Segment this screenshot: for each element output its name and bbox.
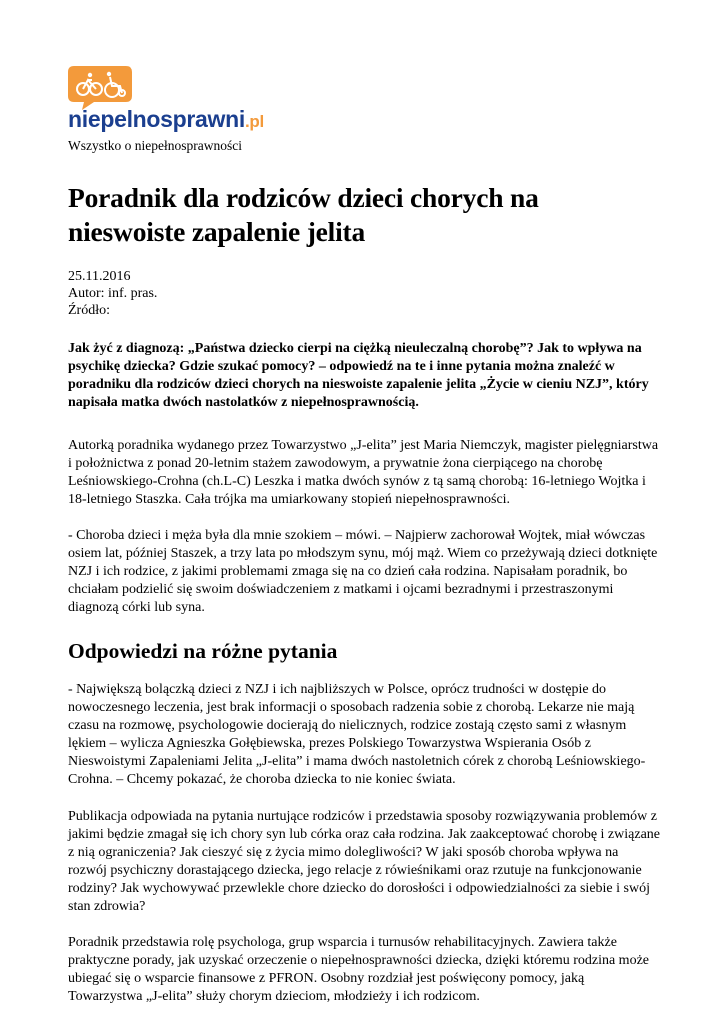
article-author: Autor: inf. pras.: [68, 286, 158, 301]
article-date: 25.11.2016: [68, 269, 131, 284]
site-tagline: Wszystko o niepełnosprawności: [68, 138, 242, 153]
article-paragraph: Autorką poradnika wydanego przez Towarzystwo „J-elita” jest Maria Niemczyk, magister pielęgniarstwa i położnictwa z ponad 20-letnim stażem zawodowym, a prywatnie żona cierpiącego na chorobę Leśniowskiego-Crohna (ch.L-C) Leszka i matka dwóch synów z tą samą chorobą: 16-letniego Wojtka i 18-letniego Staszka. Cała trójka ma umiarkowany stopień niepełnosprawności.: [68, 438, 659, 507]
article-subheading: Odpowiedzi na różne pytania: [68, 639, 338, 663]
article-paragraph: Poradnik przedstawia rolę psychologa, grup wsparcia i turnusów rehabilitacyjnych. Zawiera także praktyczne porady, jak uzyskać orzeczenie o niepełnosprawności dziecka, dzięki któremu rodzina może ubiegać się o wsparcie finansowe z PFRON. Osobny rozdział jest poświęcony pomocy, jaką Towarzystwa „J-elita” służy chorym dzieciom, młodzieży i ich rodzicom.: [68, 935, 649, 1004]
article-meta: [68, 268, 660, 319]
article-paragraph: - Choroba dzieci i męża była dla mnie szokiem – mówi. – Najpierw zachorował Wojtek, miał wówczas osiem lat, później Staszek, a trzy lata po młodszym synu, mój mąż. Wiem co przeżywają dzieci dotknięte NZJ i ich rodzice, z jakimi problemami zmaga się na co dzień cała rodzina. Napisałam poradnik, bo chciałam podzielić się swoim doświadczeniem z matkami i ojcami bezradnymi i przestraszonymi diagnozą córki lub syna.: [68, 528, 658, 615]
article-title: Poradnik dla rodziców dzieci chorych na nieswoiste zapalenie jelita: [68, 182, 539, 247]
wheelchair-bike-icon: [68, 66, 132, 110]
document-page: [68, 66, 660, 1006]
site-logo[interactable]: [68, 66, 278, 136]
article-source: Źródło:: [68, 303, 110, 318]
article-paragraph: - Największą bolączką dzieci z NZJ i ich najbliższych w Polsce, oprócz trudności w dostępie do nowoczesnego leczenia, jest brak informacji o sposobach radzenia sobie z chorobą. Lekarze nie mają czasu na rozmowę, psychologowie docierają do nielicznych, rodzice zostają często sami z własnym lękiem – wylicza Agnieszka Gołębiewska, prezes Polskiego Towarzystwa Wspierania Osób z Nieswoistymi Zapaleniami Jelita „J-elita” i mama dwóch nastoletnich córek z chorobą Leśniowskiego-Crohna. – Chcemy pokazać, że choroba dziecka to nie koniec świata.: [68, 682, 646, 787]
article-lead: Jak żyć z diagnozą: „Państwa dziecko cierpi na ciężką nieuleczalną chorobę”? Jak to wpływa na psychikę dziecka? Gdzie szukać pomocy? – odpowiedź na te i inne pytania można znaleźć w poradniku dla rodziców dzieci chorych na nieswoiste zapalenie jelita „Życie w cieniu NZJ”, który napisała matka dwóch nastolatków z niepełnosprawnością.: [68, 341, 649, 410]
article-paragraph: Publikacja odpowiada na pytania nurtujące rodziców i przedstawia sposoby rozwiązywania problemów z jakimi będzie zmagał się ich chory syn lub córka oraz cała rodzina. Jak zaakceptować chorobę i związane z nią ograniczenia? Jak cieszyć się z życia mimo dolegliwości? W jaki sposób choroba wpływa na rozwój psychiczny dorastającego dziecka, jego relacje z rówieśnikami oraz rzutuje na funkcjonowanie rodziny? Jak wychowywać przewlekle chore dziecko do dorosłości i odpowiedzialności za siebie i swój stan zdrowia?: [68, 809, 660, 914]
logo-wordmark: niepelnosprawni.pl: [68, 106, 264, 132]
